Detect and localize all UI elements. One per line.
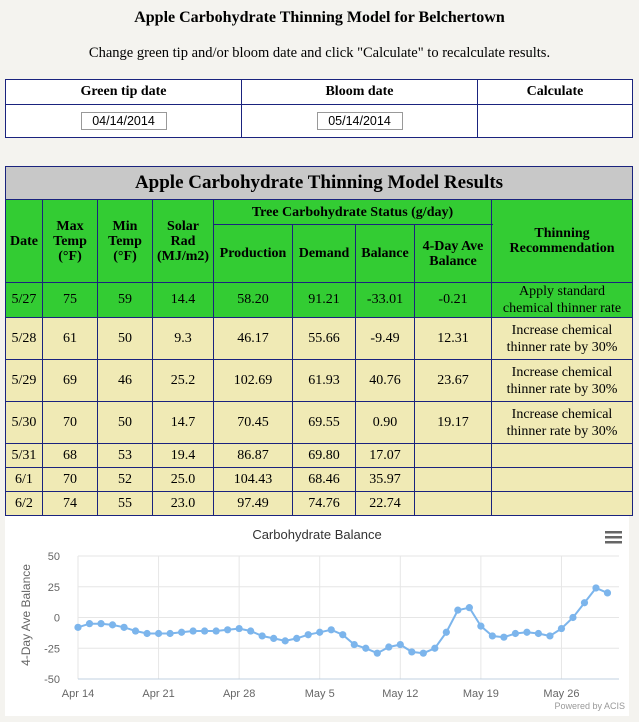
cell-min-temp: 50	[98, 402, 153, 444]
data-point[interactable]	[155, 630, 162, 637]
cell-min-temp: 50	[98, 318, 153, 360]
result-row	[6, 402, 633, 444]
data-point[interactable]	[178, 629, 185, 636]
cell-balance: -9.49	[356, 318, 415, 360]
cell-production: 46.17	[214, 318, 293, 360]
data-point[interactable]	[443, 629, 450, 636]
col-ave-balance: 4-Day Ave Balance	[415, 225, 492, 283]
x-tick-label: Apr 21	[142, 688, 175, 700]
x-tick-label: May 5	[304, 688, 335, 700]
cell-date: 6/1	[6, 468, 43, 492]
data-point[interactable]	[132, 627, 139, 634]
cell-solar-rad: 19.4	[153, 444, 214, 468]
data-point[interactable]	[604, 589, 611, 596]
data-point[interactable]	[581, 599, 588, 606]
data-point[interactable]	[247, 627, 254, 634]
data-point[interactable]	[558, 625, 565, 632]
col-solar-rad: Solar Rad (MJ/m2)	[153, 200, 214, 283]
col-max-temp: Max Temp (°F)	[43, 200, 98, 283]
col-date: Date	[6, 200, 43, 283]
col-carb-status: Tree Carbohydrate Status (g/day)	[214, 200, 492, 225]
results-table	[5, 166, 633, 516]
data-point[interactable]	[190, 627, 197, 634]
cell-solar-rad: 25.2	[153, 360, 214, 402]
data-point[interactable]	[109, 621, 116, 628]
result-row	[6, 283, 633, 318]
y-tick-label: -50	[44, 674, 60, 686]
result-row	[6, 318, 633, 360]
data-point[interactable]	[466, 604, 473, 611]
data-point[interactable]	[408, 648, 415, 655]
data-point[interactable]	[523, 629, 530, 636]
cell-ave-balance: -0.21	[415, 283, 492, 318]
cell-max-temp: 74	[43, 492, 98, 516]
data-point[interactable]	[224, 626, 231, 633]
data-point[interactable]	[374, 650, 381, 657]
cell-solar-rad: 14.7	[153, 402, 214, 444]
data-point[interactable]	[385, 643, 392, 650]
bloom-date-cell	[242, 105, 478, 138]
col-production: Production	[214, 225, 293, 283]
data-point[interactable]	[546, 632, 553, 639]
data-point[interactable]	[535, 630, 542, 637]
cell-min-temp: 52	[98, 468, 153, 492]
data-point[interactable]	[569, 614, 576, 621]
cell-min-temp: 59	[98, 283, 153, 318]
cell-balance: -33.01	[356, 283, 415, 318]
data-point[interactable]	[86, 620, 93, 627]
page-title: Apple Carbohydrate Thinning Model for Belchertown	[134, 9, 505, 26]
x-tick-label: May 19	[462, 688, 499, 700]
chart-credit[interactable]: Powered by ACIS	[554, 701, 625, 711]
data-point[interactable]	[305, 631, 312, 638]
cell-max-temp: 70	[43, 468, 98, 492]
data-point[interactable]	[351, 641, 358, 648]
cell-recommendation: Increase chemical thinner rate by 30%	[492, 402, 633, 444]
data-point[interactable]	[489, 632, 496, 639]
bloom-date-input[interactable]	[317, 112, 403, 130]
col-balance: Balance	[356, 225, 415, 283]
cell-ave-balance	[415, 492, 492, 516]
data-point[interactable]	[259, 632, 266, 639]
cell-max-temp: 69	[43, 360, 98, 402]
result-row	[6, 492, 633, 516]
results-title: Apple Carbohydrate Thinning Model Results	[6, 167, 633, 200]
cell-solar-rad: 23.0	[153, 492, 214, 516]
cell-production: 86.87	[214, 444, 293, 468]
data-point[interactable]	[477, 623, 484, 630]
hamburger-menu-icon[interactable]	[605, 531, 622, 544]
cell-recommendation	[492, 444, 633, 468]
calculate-button[interactable]: Calculate	[478, 80, 633, 105]
cell-date: 5/30	[6, 402, 43, 444]
green-tip-input[interactable]	[81, 112, 167, 130]
cell-recommendation: Increase chemical thinner rate by 30%	[492, 318, 633, 360]
y-tick-label: -25	[44, 643, 60, 656]
data-point[interactable]	[420, 650, 427, 657]
data-point[interactable]	[282, 637, 289, 644]
calculate-cell	[478, 105, 633, 138]
cell-production: 97.49	[214, 492, 293, 516]
cell-balance: 35.97	[356, 468, 415, 492]
col-demand: Demand	[293, 225, 356, 283]
col-recommendation: Thinning Recommendation	[492, 200, 633, 283]
cell-demand: 68.46	[293, 468, 356, 492]
y-tick-label: 0	[53, 612, 60, 625]
cell-min-temp: 46	[98, 360, 153, 402]
page-subtitle: Change green tip and/or bloom date and click "Calculate" to recalculate results.	[88, 45, 551, 61]
data-point[interactable]	[454, 607, 461, 614]
cell-demand: 74.76	[293, 492, 356, 516]
green-tip-label: Green tip date	[6, 80, 242, 105]
x-tick-label: Apr 28	[222, 688, 256, 700]
cell-date: 6/2	[6, 492, 43, 516]
bloom-date-label: Bloom date	[242, 80, 478, 105]
cell-balance: 22.74	[356, 492, 415, 516]
cell-max-temp: 75	[43, 283, 98, 318]
cell-min-temp: 53	[98, 444, 153, 468]
x-tick-label: May 12	[382, 688, 419, 700]
chart-title: Carbohydrate Balance	[252, 527, 382, 542]
cell-ave-balance: 12.31	[415, 318, 492, 360]
cell-balance: 0.90	[356, 402, 415, 444]
cell-date: 5/31	[6, 444, 43, 468]
data-point[interactable]	[592, 584, 599, 591]
cell-ave-balance	[415, 444, 492, 468]
cell-demand: 61.93	[293, 360, 356, 402]
chart-y-axis-label: 4-Day Ave Balance	[19, 564, 33, 666]
cell-date: 5/29	[6, 360, 43, 402]
y-tick-label: 50	[47, 551, 60, 563]
x-tick-label: May 26	[543, 688, 580, 700]
cell-recommendation: Increase chemical thinner rate by 30%	[492, 360, 633, 402]
data-point[interactable]	[316, 629, 323, 636]
data-point[interactable]	[213, 627, 220, 634]
result-row	[6, 468, 633, 492]
cell-recommendation	[492, 492, 633, 516]
cell-ave-balance: 19.17	[415, 402, 492, 444]
input-table	[5, 79, 633, 138]
chart-svg	[5, 516, 629, 716]
data-point[interactable]	[339, 631, 346, 638]
data-point[interactable]	[201, 627, 208, 634]
cell-production: 104.43	[214, 468, 293, 492]
data-point[interactable]	[143, 630, 150, 637]
cell-demand: 69.80	[293, 444, 356, 468]
result-row	[6, 360, 633, 402]
data-point[interactable]	[270, 635, 277, 642]
cell-min-temp: 55	[98, 492, 153, 516]
cell-balance: 17.07	[356, 444, 415, 468]
data-point[interactable]	[166, 630, 173, 637]
cell-demand: 55.66	[293, 318, 356, 360]
cell-date: 5/27	[6, 283, 43, 318]
cell-production: 58.20	[214, 283, 293, 318]
data-point[interactable]	[328, 626, 335, 633]
cell-max-temp: 68	[43, 444, 98, 468]
cell-balance: 40.76	[356, 360, 415, 402]
col-min-temp: Min Temp (°F)	[98, 200, 153, 283]
cell-production: 70.45	[214, 402, 293, 444]
data-point[interactable]	[293, 635, 300, 642]
data-point[interactable]	[512, 630, 519, 637]
cell-demand: 69.55	[293, 402, 356, 444]
cell-demand: 91.21	[293, 283, 356, 318]
data-point[interactable]	[431, 645, 438, 652]
cell-ave-balance	[415, 468, 492, 492]
data-point[interactable]	[74, 624, 81, 631]
y-tick-label: 25	[47, 581, 60, 594]
cell-max-temp: 70	[43, 402, 98, 444]
green-tip-cell	[6, 105, 242, 138]
cell-solar-rad: 14.4	[153, 283, 214, 318]
data-point[interactable]	[397, 641, 404, 648]
data-point[interactable]	[97, 620, 104, 627]
cell-date: 5/28	[6, 318, 43, 360]
data-point[interactable]	[236, 625, 243, 632]
x-tick-label: Apr 14	[61, 688, 95, 700]
result-row	[6, 444, 633, 468]
data-point[interactable]	[120, 624, 127, 631]
cell-solar-rad: 25.0	[153, 468, 214, 492]
cell-recommendation	[492, 468, 633, 492]
cell-solar-rad: 9.3	[153, 318, 214, 360]
cell-recommendation: Apply standard chemical thinner rate	[492, 283, 633, 318]
cell-production: 102.69	[214, 360, 293, 402]
cell-ave-balance: 23.67	[415, 360, 492, 402]
carbohydrate-chart	[5, 516, 629, 716]
data-point[interactable]	[362, 645, 369, 652]
cell-max-temp: 61	[43, 318, 98, 360]
data-point[interactable]	[500, 634, 507, 641]
series-line	[78, 588, 608, 653]
